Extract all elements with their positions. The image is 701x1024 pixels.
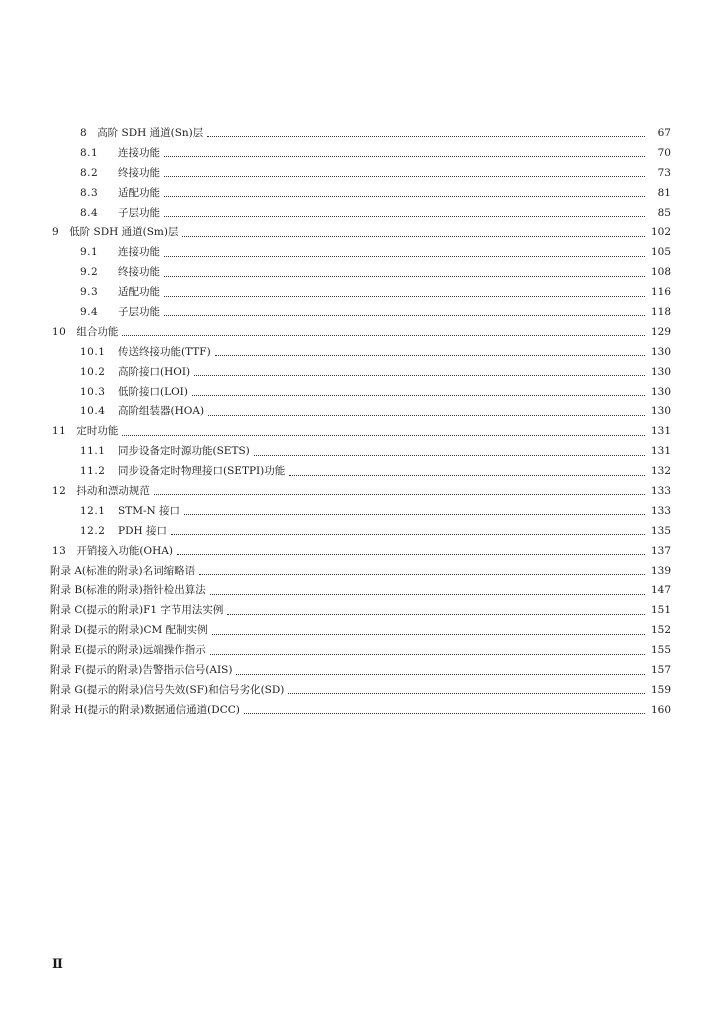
toc-dot-leader bbox=[227, 614, 645, 615]
toc-dot-leader bbox=[164, 176, 645, 177]
toc-entry-title: 适配功能 bbox=[118, 286, 160, 299]
toc-entry-page: 133 bbox=[650, 485, 671, 498]
toc-entry-number: 10.4 bbox=[80, 405, 106, 418]
toc-entry-line bbox=[52, 223, 671, 243]
toc-entry-page: 105 bbox=[650, 246, 671, 259]
toc-entry-line bbox=[80, 283, 671, 303]
toc-entry-number: 13 bbox=[52, 544, 67, 557]
toc-entry-title: 终接功能 bbox=[118, 166, 160, 179]
toc-entry-number: 9.3 bbox=[80, 286, 99, 299]
toc-appendix-entry[interactable] bbox=[0, 601, 701, 621]
toc-entry-number: 8.2 bbox=[80, 166, 99, 179]
toc-entry-page: 139 bbox=[650, 564, 671, 577]
toc-entry-line bbox=[52, 542, 671, 562]
toc-entry-number: 9 bbox=[52, 226, 60, 239]
toc-entry-line bbox=[52, 323, 671, 343]
toc-appendix-entry[interactable] bbox=[0, 681, 701, 701]
toc-entry-page: 130 bbox=[650, 365, 671, 378]
toc-entry[interactable] bbox=[0, 462, 701, 482]
toc-entry-line bbox=[80, 462, 671, 482]
toc-dot-leader bbox=[254, 455, 645, 456]
toc-entry-line bbox=[50, 701, 671, 721]
toc-entry-line bbox=[50, 601, 671, 621]
toc-entry-page: 81 bbox=[657, 186, 671, 199]
toc-entry[interactable] bbox=[0, 422, 701, 442]
toc-entry-line bbox=[80, 522, 671, 542]
toc-entry-title: 定时功能 bbox=[76, 425, 119, 438]
toc-dot-leader bbox=[171, 534, 645, 535]
toc-appendix-entry[interactable] bbox=[0, 562, 701, 582]
toc-entry[interactable] bbox=[0, 303, 701, 323]
toc-entry-title: 连接功能 bbox=[118, 246, 160, 259]
toc-entry-page: 135 bbox=[650, 524, 671, 537]
toc-appendix-entry[interactable] bbox=[0, 701, 701, 721]
toc-entry-line bbox=[80, 442, 671, 462]
toc-entry-number: 11.1 bbox=[80, 445, 106, 458]
toc-dot-leader bbox=[122, 335, 645, 336]
toc-entry-line bbox=[80, 144, 671, 164]
toc-entry-page: 131 bbox=[650, 425, 671, 438]
toc-entry-title: 同步设备定时源功能(SETS) bbox=[118, 445, 250, 458]
toc-entry-line bbox=[80, 502, 671, 522]
toc-entry-title: 开销接入功能(OHA) bbox=[76, 544, 173, 557]
toc-dot-leader bbox=[212, 634, 645, 635]
toc-entry-page: 151 bbox=[650, 604, 671, 617]
toc-entry[interactable] bbox=[0, 442, 701, 462]
toc-dot-leader bbox=[164, 256, 645, 257]
toc-entry-title: 低阶接口(LOI) bbox=[118, 385, 188, 398]
toc-entry-page: 67 bbox=[657, 127, 671, 139]
toc-entry-line bbox=[80, 303, 671, 323]
toc-entry-title: 高阶 SDH 通道(Sn)层 bbox=[97, 127, 204, 139]
toc-entry-number: 8.4 bbox=[80, 206, 99, 219]
toc-entry-line bbox=[80, 164, 671, 184]
toc-dot-leader bbox=[236, 674, 645, 675]
toc-dot-leader bbox=[164, 216, 645, 217]
toc-entry[interactable] bbox=[0, 363, 701, 383]
toc-entry-number: 9.4 bbox=[80, 306, 99, 319]
toc-entry-page: 157 bbox=[650, 664, 671, 677]
toc-entry-page: 70 bbox=[657, 146, 671, 159]
toc-dot-leader bbox=[164, 156, 645, 157]
toc-entry-page: 129 bbox=[650, 325, 671, 338]
toc-entry-page: 160 bbox=[650, 703, 671, 716]
toc-appendix-entry[interactable] bbox=[0, 661, 701, 681]
toc-entry[interactable] bbox=[0, 144, 701, 164]
toc-entry-number: 10.1 bbox=[80, 345, 106, 358]
toc-entry-line bbox=[50, 661, 671, 681]
toc-entry[interactable] bbox=[0, 542, 701, 562]
toc-entry-line bbox=[52, 422, 671, 442]
toc-entry-page: 118 bbox=[650, 306, 671, 319]
toc-dot-leader bbox=[154, 494, 645, 495]
toc-dot-leader bbox=[194, 375, 645, 376]
toc-entry-title: 同步设备定时物理接口(SETPI)功能 bbox=[118, 465, 286, 478]
toc-entry[interactable] bbox=[0, 343, 701, 363]
toc-entry-number: 10.2 bbox=[80, 365, 106, 378]
toc-entry-title: 高阶接口(HOI) bbox=[118, 365, 191, 378]
toc-dot-leader bbox=[164, 296, 645, 297]
toc-entry-line bbox=[50, 581, 671, 601]
toc-entry-title: 附录 C(提示的附录)F1 字节用法实例 bbox=[50, 604, 224, 617]
toc-entry-page: 130 bbox=[650, 385, 671, 398]
toc-entry-line bbox=[80, 263, 671, 283]
toc-entry[interactable] bbox=[0, 243, 701, 263]
toc-entry-page: 147 bbox=[650, 584, 671, 597]
toc-dot-leader bbox=[184, 514, 645, 515]
toc-entry-number: 11 bbox=[52, 425, 67, 438]
toc-entry-page: 152 bbox=[650, 624, 671, 637]
toc-entry-line bbox=[80, 124, 671, 144]
toc-entry-number: 9.2 bbox=[80, 266, 99, 279]
toc-entry-number: 8 bbox=[80, 127, 88, 139]
toc-entry-line bbox=[80, 363, 671, 383]
toc-entry[interactable] bbox=[0, 263, 701, 283]
toc-entry-title: 传送终接功能(TTF) bbox=[118, 345, 211, 358]
table-of-contents bbox=[0, 124, 701, 721]
toc-appendix-entry[interactable] bbox=[0, 581, 701, 601]
toc-entry-number: 8.3 bbox=[80, 186, 99, 199]
toc-entry[interactable] bbox=[0, 323, 701, 343]
toc-entry-number: 11.2 bbox=[80, 465, 106, 478]
toc-entry-page: 130 bbox=[650, 405, 671, 418]
toc-entry-title: 子层功能 bbox=[118, 306, 160, 319]
toc-dot-leader bbox=[208, 415, 645, 416]
toc-entry[interactable] bbox=[0, 383, 701, 403]
toc-entry-line bbox=[50, 562, 671, 582]
toc-entry-line bbox=[50, 681, 671, 701]
toc-dot-leader bbox=[244, 713, 645, 714]
toc-entry-title: 高阶组装器(HOA) bbox=[118, 405, 205, 418]
toc-entry-number: 12 bbox=[52, 485, 67, 498]
toc-entry-line bbox=[80, 343, 671, 363]
toc-dot-leader bbox=[122, 435, 645, 436]
toc-entry-number: 10 bbox=[52, 325, 67, 338]
toc-entry[interactable] bbox=[0, 482, 701, 502]
toc-entry-line bbox=[50, 621, 671, 641]
toc-entry-line bbox=[52, 482, 671, 502]
toc-entry-title: 附录 B(标准的附录)指针检出算法 bbox=[50, 584, 206, 597]
toc-entry-title: STM-N 接口 bbox=[118, 504, 181, 517]
toc-appendix-entry[interactable] bbox=[0, 621, 701, 641]
toc-entry-line bbox=[80, 204, 671, 224]
toc-entry[interactable] bbox=[0, 184, 701, 204]
toc-entry-number: 8.1 bbox=[80, 146, 99, 159]
toc-entry[interactable] bbox=[0, 223, 701, 243]
toc-entry[interactable] bbox=[0, 164, 701, 184]
toc-entry-page: 130 bbox=[650, 345, 671, 358]
toc-entry-title: 低阶 SDH 通道(Sm)层 bbox=[69, 226, 179, 239]
toc-dot-leader bbox=[192, 395, 645, 396]
toc-dot-leader bbox=[210, 594, 645, 595]
toc-entry-page: 73 bbox=[657, 166, 671, 179]
toc-entry[interactable] bbox=[0, 402, 701, 422]
toc-dot-leader bbox=[215, 355, 645, 356]
toc-entry-page: 159 bbox=[650, 683, 671, 696]
toc-entry-page: 131 bbox=[650, 445, 671, 458]
toc-entry-line bbox=[80, 383, 671, 403]
toc-entry-page: 155 bbox=[650, 644, 671, 657]
toc-dot-leader bbox=[164, 276, 645, 277]
toc-entry-title: 终接功能 bbox=[118, 266, 160, 279]
toc-dot-leader bbox=[177, 554, 645, 555]
toc-entry-number: 12.2 bbox=[80, 524, 106, 537]
toc-dot-leader bbox=[164, 196, 645, 197]
toc-entry-page: 137 bbox=[650, 544, 671, 557]
toc-entry-title: 适配功能 bbox=[118, 186, 160, 199]
toc-entry-line bbox=[80, 243, 671, 263]
toc-dot-leader bbox=[199, 574, 645, 575]
page-number-footer: Ⅱ bbox=[52, 957, 63, 972]
toc-entry[interactable] bbox=[0, 522, 701, 542]
toc-entry-title: 附录 H(提示的附录)数据通信通道(DCC) bbox=[50, 703, 240, 716]
toc-entry-title: 附录 F(提示的附录)告警指示信号(AIS) bbox=[50, 664, 233, 677]
toc-dot-leader bbox=[164, 315, 645, 316]
toc-entry[interactable] bbox=[0, 502, 701, 522]
toc-entry-number: 12.1 bbox=[80, 504, 106, 517]
toc-entry-line bbox=[80, 402, 671, 422]
toc-entry-title: 连接功能 bbox=[118, 146, 160, 159]
toc-entry-line bbox=[50, 641, 671, 661]
toc-entry[interactable] bbox=[0, 124, 701, 144]
toc-appendix-entry[interactable] bbox=[0, 641, 701, 661]
toc-entry-number: 10.3 bbox=[80, 385, 106, 398]
toc-entry-page: 108 bbox=[650, 266, 671, 279]
toc-entry-page: 102 bbox=[650, 226, 671, 239]
toc-entry-title: 附录 G(提示的附录)信号失效(SF)和信号劣化(SD) bbox=[50, 683, 285, 696]
toc-entry-title: 抖动和漂动规范 bbox=[76, 485, 150, 498]
toc-dot-leader bbox=[289, 475, 645, 476]
toc-entry-title: 子层功能 bbox=[118, 206, 160, 219]
toc-entry-title: PDH 接口 bbox=[118, 524, 167, 537]
toc-dot-leader bbox=[182, 236, 645, 237]
toc-entry-title: 附录 E(提示的附录)远端操作指示 bbox=[50, 644, 206, 657]
toc-entry[interactable] bbox=[0, 204, 701, 224]
toc-entry-page: 116 bbox=[650, 286, 671, 299]
toc-entry-title: 附录 A(标准的附录)名词缩略语 bbox=[50, 564, 196, 577]
toc-entry[interactable] bbox=[0, 283, 701, 303]
toc-entry-title: 附录 D(提示的附录)CM 配制实例 bbox=[50, 624, 208, 637]
toc-dot-leader bbox=[288, 693, 645, 694]
toc-entry-page: 132 bbox=[650, 465, 671, 478]
toc-entry-page: 85 bbox=[657, 206, 671, 219]
toc-entry-page: 133 bbox=[650, 504, 671, 517]
toc-dot-leader bbox=[210, 654, 645, 655]
toc-entry-number: 9.1 bbox=[80, 246, 99, 259]
toc-dot-leader bbox=[207, 136, 645, 137]
toc-entry-line bbox=[80, 184, 671, 204]
toc-entry-title: 组合功能 bbox=[76, 325, 119, 338]
